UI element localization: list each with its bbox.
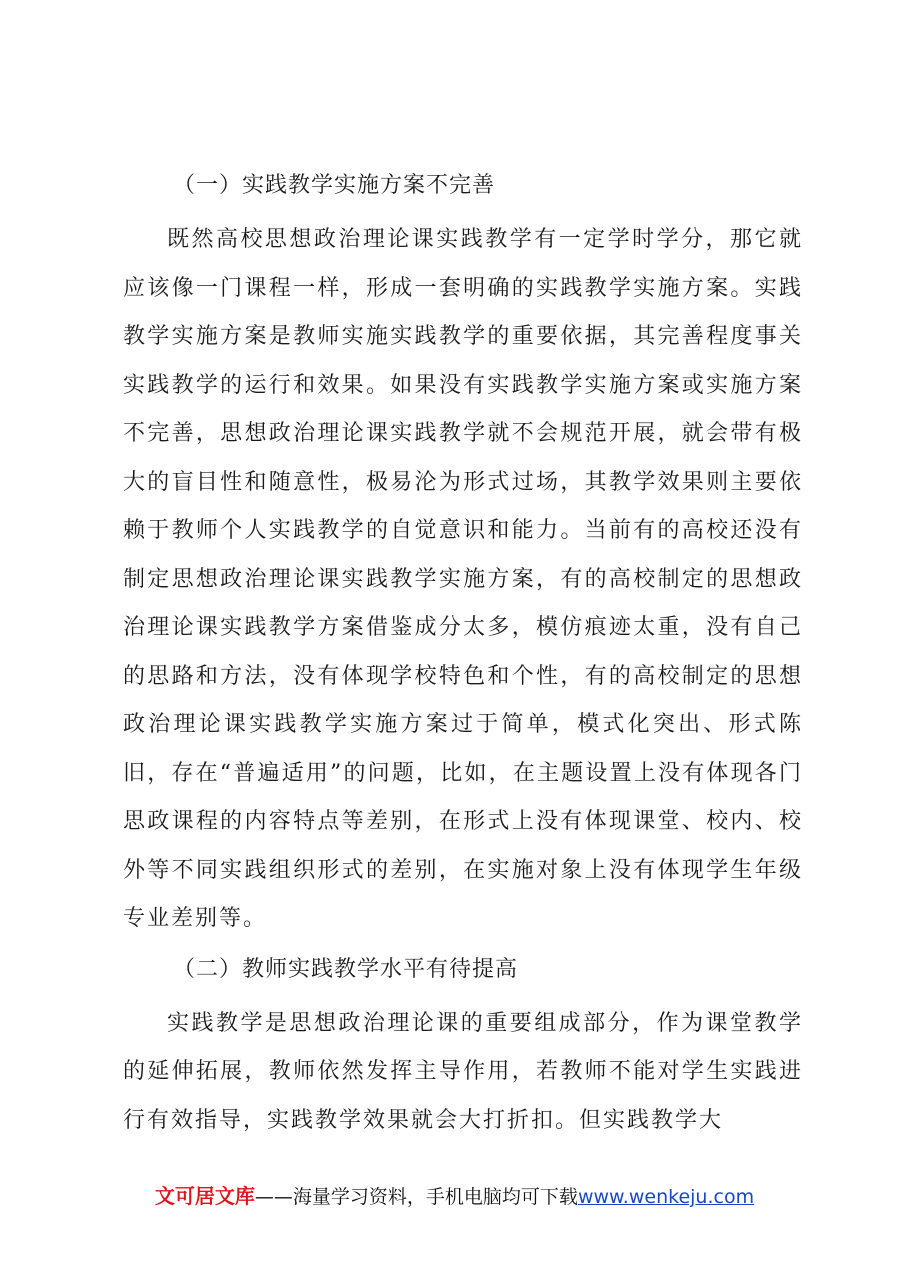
section-2-paragraph: 实践教学是思想政治理论课的重要组成部分，作为课堂教学的延伸拓展，教师依然发挥主导作用，若教师不能对学生实践进行有效指导，实践教学效果就会大打折扣。但实践教学大 <box>123 1010 803 1133</box>
section-1-paragraph: 既然高校思想政治理论课实践教学有一定学时学分，那它就应该像一门课程一样，形成一套明确的实践教学实施方案。实践教学实施方案是教师实施实践教学的重要依据，其完善程度事关实践教学的运行和效果。如果没有实践教学实施方案或实施方案不完善，思想政治理论课实践教学就不会规范开展，就会带有极大的盲目性和随意性，极易沦为形式过场，其教学效果则主要依赖于教师个人实践教学的自觉意识和能力。当前有的高校还没有制定思想政治理论课实践教学实施方案，有的高校制定的思想政治理论课实践教学方案借鉴成分太多，模仿痕迹太重，没有自己的思路和方法，没有体现学校特色和个性，有的高校制定的思想政治理论课实践教学实施方案过于简单，模式化突出、形式陈旧，存在“普遍适用”的问题，比如，在主题设置上没有体现各门思政课程的内容特点等差别，在形式上没有体现课堂、校内、校外等不同实践组织形式的差别，在实施对象上没有体现学生年级专业差别等。 <box>123 227 803 931</box>
section-heading-2: （二）教师实践教学水平有待提高 <box>173 956 519 982</box>
footer-brand: 文可居文库 <box>154 1184 255 1208</box>
footer-banner <box>0 1182 909 1211</box>
footer-link[interactable]: www.wenkeju.com <box>577 1186 755 1208</box>
footer-slogan: ——海量学习资料，手机电脑均可下载 <box>254 1186 578 1208</box>
section-heading-1: （一）实践教学实施方案不完善 <box>173 173 496 198</box>
document-body <box>123 168 803 1153</box>
